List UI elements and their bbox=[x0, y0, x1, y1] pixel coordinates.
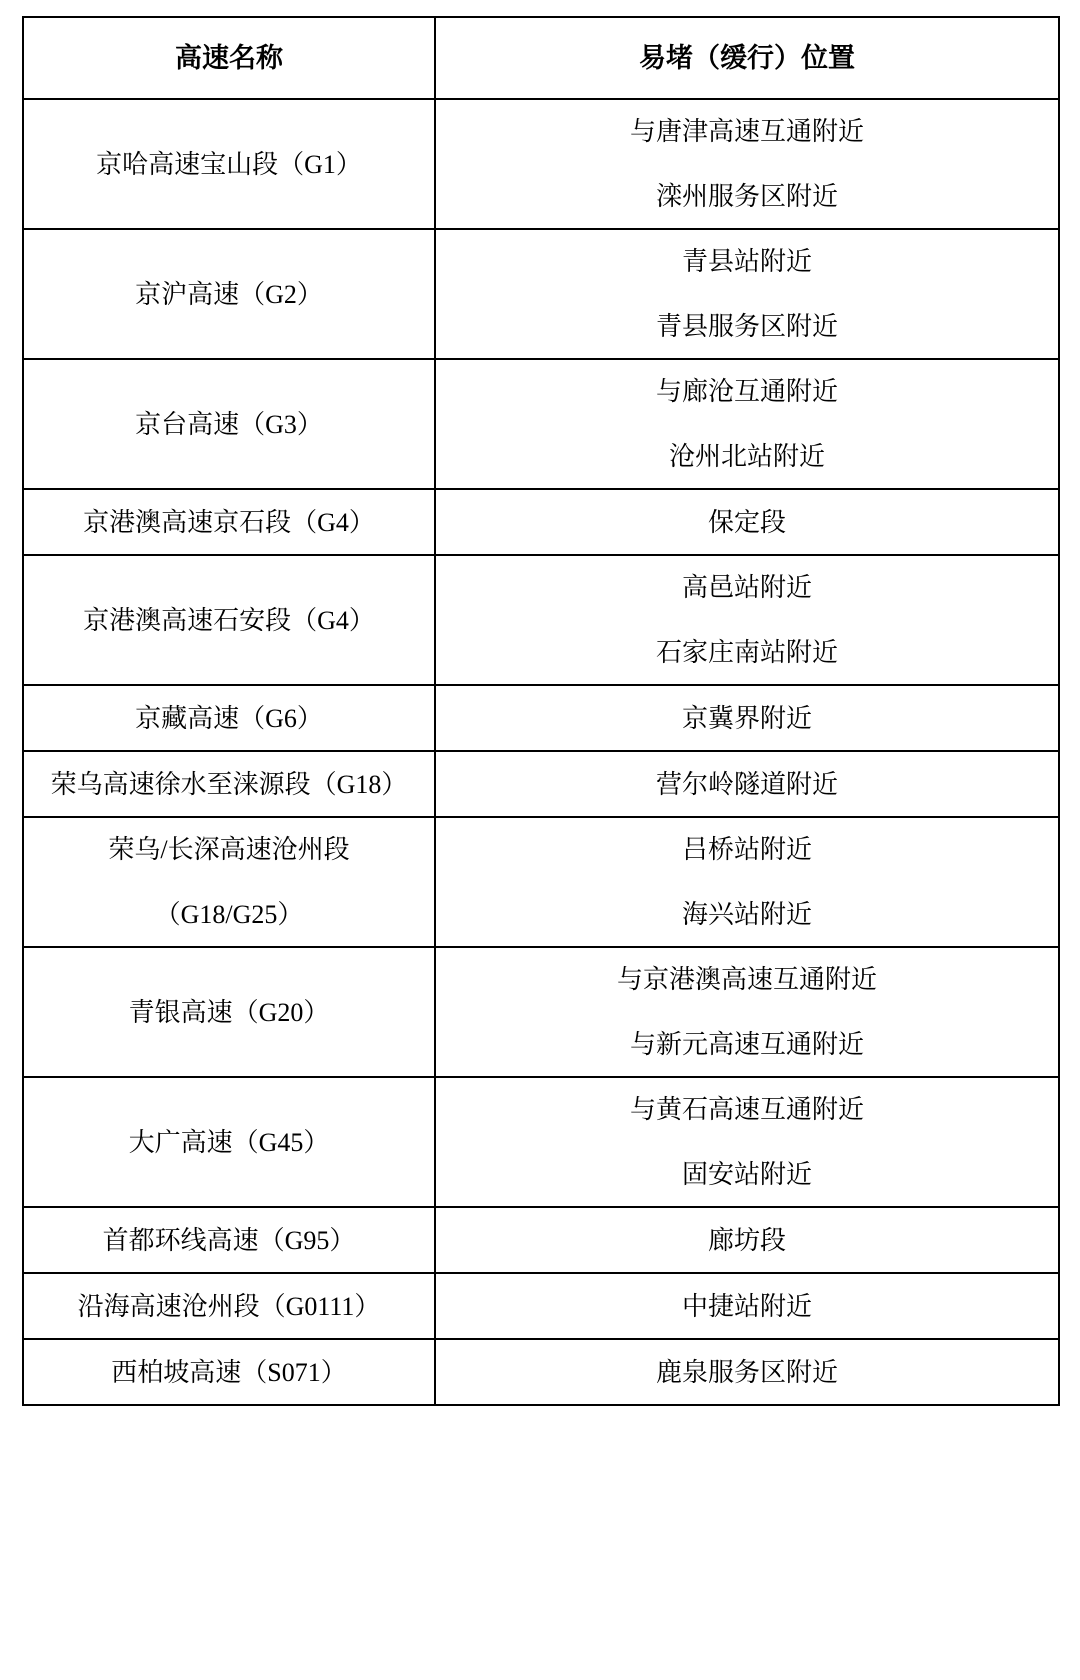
column-header-highway-name: 高速名称 bbox=[23, 17, 435, 99]
location-line: 与廊沧互通附近 bbox=[655, 377, 838, 407]
location-line: 海兴站附近 bbox=[681, 900, 812, 930]
table-row bbox=[23, 1077, 1059, 1207]
table-row bbox=[23, 489, 1059, 555]
highway-name-line: 京台高速（G3） bbox=[135, 409, 323, 439]
cell-congestion-location bbox=[435, 99, 1059, 229]
cell-highway-name bbox=[23, 489, 435, 555]
location-line: 吕桥站附近 bbox=[681, 835, 812, 865]
table-row bbox=[23, 1339, 1059, 1405]
table-row bbox=[23, 229, 1059, 359]
cell-congestion-location bbox=[435, 555, 1059, 685]
cell-highway-name bbox=[23, 817, 435, 947]
cell-congestion-location bbox=[435, 1077, 1059, 1207]
highway-name-line: 青银高速（G20） bbox=[128, 997, 330, 1027]
location-line: 滦州服务区附近 bbox=[655, 182, 838, 212]
cell-highway-name bbox=[23, 1339, 435, 1405]
table-body bbox=[23, 99, 1059, 1405]
cell-highway-name bbox=[23, 359, 435, 489]
highway-name-line: （G18/G25） bbox=[154, 900, 304, 930]
highway-congestion-table bbox=[22, 16, 1060, 1406]
cell-congestion-location bbox=[435, 1339, 1059, 1405]
table-header-row bbox=[23, 17, 1059, 99]
highway-name-line: 大广高速（G45） bbox=[128, 1127, 330, 1157]
cell-congestion-location bbox=[435, 751, 1059, 817]
cell-congestion-location bbox=[435, 1207, 1059, 1273]
location-line: 与唐津高速互通附近 bbox=[629, 117, 864, 147]
cell-congestion-location bbox=[435, 1273, 1059, 1339]
location-line: 青县服务区附近 bbox=[655, 312, 838, 342]
location-line: 与黄石高速互通附近 bbox=[629, 1095, 864, 1125]
location-line: 青县站附近 bbox=[681, 247, 812, 277]
highway-name-line: 京哈高速宝山段（G1） bbox=[96, 149, 362, 179]
cell-highway-name bbox=[23, 99, 435, 229]
cell-highway-name bbox=[23, 1207, 435, 1273]
table-row bbox=[23, 817, 1059, 947]
cell-congestion-location bbox=[435, 229, 1059, 359]
table-header bbox=[23, 17, 1059, 99]
cell-congestion-location bbox=[435, 359, 1059, 489]
cell-highway-name bbox=[23, 751, 435, 817]
location-line: 中捷站附近 bbox=[681, 1291, 812, 1321]
cell-highway-name bbox=[23, 229, 435, 359]
highway-name-line: 沿海高速沧州段（G0111） bbox=[77, 1291, 381, 1321]
location-line: 营尔岭隧道附近 bbox=[655, 769, 838, 799]
cell-congestion-location bbox=[435, 947, 1059, 1077]
cell-highway-name bbox=[23, 685, 435, 751]
cell-highway-name bbox=[23, 1077, 435, 1207]
cell-congestion-location bbox=[435, 489, 1059, 555]
location-line: 京冀界附近 bbox=[681, 703, 812, 733]
location-line: 与新元高速互通附近 bbox=[629, 1030, 864, 1060]
highway-name-line: 首都环线高速（G95） bbox=[102, 1225, 356, 1255]
column-header-congestion-location: 易堵（缓行）位置 bbox=[435, 17, 1059, 99]
cell-highway-name bbox=[23, 1273, 435, 1339]
location-line: 固安站附近 bbox=[681, 1160, 812, 1190]
location-line: 高邑站附近 bbox=[681, 573, 812, 603]
table-row bbox=[23, 685, 1059, 751]
table-row bbox=[23, 359, 1059, 489]
cell-highway-name bbox=[23, 555, 435, 685]
table-row bbox=[23, 1207, 1059, 1273]
highway-name-line: 京港澳高速石安段（G4） bbox=[83, 605, 375, 635]
location-line: 鹿泉服务区附近 bbox=[655, 1357, 838, 1387]
highway-name-line: 京港澳高速京石段（G4） bbox=[83, 507, 375, 537]
table-row bbox=[23, 99, 1059, 229]
highway-name-line: 京藏高速（G6） bbox=[135, 703, 323, 733]
location-line: 石家庄南站附近 bbox=[655, 638, 838, 668]
location-line: 沧州北站附近 bbox=[668, 442, 825, 472]
location-line: 与京港澳高速互通附近 bbox=[616, 965, 877, 995]
cell-congestion-location bbox=[435, 685, 1059, 751]
table-row bbox=[23, 1273, 1059, 1339]
highway-name-line: 荣乌高速徐水至涞源段（G18） bbox=[50, 769, 408, 799]
location-line: 廊坊段 bbox=[707, 1225, 786, 1255]
table-row bbox=[23, 555, 1059, 685]
highway-name-line: 西柏坡高速（S071） bbox=[111, 1357, 347, 1387]
location-line: 保定段 bbox=[707, 507, 786, 537]
highway-name-line: 京沪高速（G2） bbox=[135, 279, 323, 309]
cell-highway-name bbox=[23, 947, 435, 1077]
table-row bbox=[23, 947, 1059, 1077]
cell-congestion-location bbox=[435, 817, 1059, 947]
highway-name-line: 荣乌/长深高速沧州段 bbox=[108, 835, 350, 865]
table-row bbox=[23, 751, 1059, 817]
